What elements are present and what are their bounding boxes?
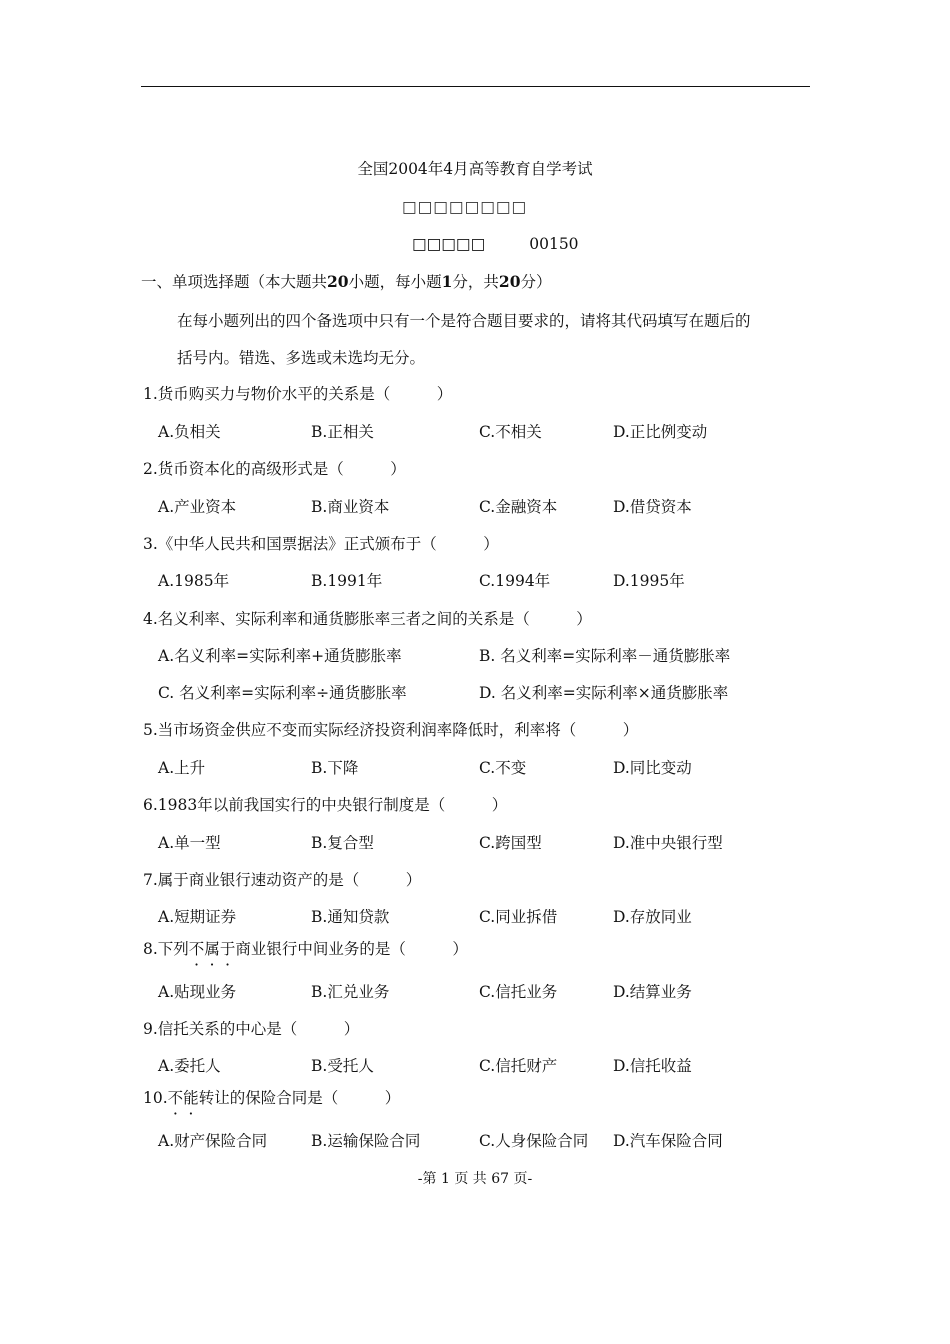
q3-option-c: C.1994年 [479,572,551,590]
q9-option-b: B.受托人 [311,1057,374,1075]
course-code: 00150 [529,235,579,253]
q7-option-c: C.同业拆借 [479,908,558,926]
page-footer: -第 1 页 共 67 页- [417,1171,533,1187]
q1-option-c: C.不相关 [479,423,542,441]
instruction-line-1: 在每小题列出的四个备选项中只有一个是符合题目要求的，请将其代码填写在题后的 [177,312,751,330]
exam-subject: □□□□□□□□ [402,198,528,216]
q7-option-d: D.存放同业 [613,908,692,926]
exam-title: 全国2004年4月高等教育自学考试 [357,160,593,178]
q10-option-a: A.财产保险合同 [158,1132,268,1150]
question-8: 8.下列不属于商业银行中间业务的是（ ） [143,940,468,958]
q1-option-b: B.正相关 [311,423,374,441]
q10-emphasis: 不能 [167,1089,199,1107]
question-3: 3.《中华人民共和国票据法》正式颁布于（ ） [143,535,499,553]
q3-option-b: B.1991年 [311,572,383,590]
q9-option-d: D.信托收益 [613,1057,692,1075]
q2-option-a: A.产业资本 [158,498,237,516]
q5-option-a: A.上升 [158,759,206,777]
q5-option-d: D.同比变动 [613,759,692,777]
question-4: 4.名义利率、实际利率和通货膨胀率三者之间的关系是（ ） [143,610,592,628]
q4-option-d: D. 名义利率=实际利率×通货膨胀率 [479,684,729,702]
q1-option-a: A.负相关 [158,423,221,441]
question-7: 7.属于商业银行速动资产的是（ ） [143,871,422,889]
q2-option-c: C.金融资本 [479,498,558,516]
q5-option-c: C.不变 [479,759,527,777]
q4-option-a: A.名义利率=实际利率+通货膨胀率 [158,647,402,665]
q8-option-a: A.贴现业务 [158,983,237,1001]
q7-option-a: A.短期证券 [158,908,237,926]
q10-option-b: B.运输保险合同 [311,1132,421,1150]
q3-option-a: A.1985年 [158,572,230,590]
q10-option-d: D.汽车保险合同 [613,1132,723,1150]
q6-option-b: B.复合型 [311,834,374,852]
question-2: 2.货币资本化的高级形式是（ ） [143,460,406,478]
question-1: 1.货币购买力与物价水平的关系是（ ） [143,385,453,403]
header-rule [141,86,810,87]
question-10: 10.不能转让的保险合同是（ ） [143,1089,401,1107]
q4-option-c: C. 名义利率=实际利率÷通货膨胀率 [158,684,407,702]
q9-option-a: A.委托人 [158,1057,221,1075]
section-heading: 一、单项选择题（本大题共20小题，每小题1分，共20分） [141,272,552,291]
q1-option-d: D.正比例变动 [613,423,708,441]
q9-option-c: C.信托财产 [479,1057,558,1075]
q8-option-d: D.结算业务 [613,983,692,1001]
q7-option-b: B.通知贷款 [311,908,390,926]
q8-option-b: B.汇兑业务 [311,983,390,1001]
q6-option-a: A.单一型 [158,834,221,852]
q10-option-c: C.人身保险合同 [479,1132,589,1150]
q6-option-c: C.跨国型 [479,834,542,852]
q2-option-d: D.借贷资本 [613,498,692,516]
question-9: 9.信托关系的中心是（ ） [143,1020,360,1038]
q2-option-b: B.商业资本 [311,498,390,516]
q4-option-b: B. 名义利率=实际利率－通货膨胀率 [479,647,731,665]
question-6: 6.1983年以前我国实行的中央银行制度是（ ） [143,796,508,814]
course-code-line [412,235,579,253]
question-5: 5.当市场资金供应不变而实际经济投资利润率降低时，利率将（ ） [143,721,639,739]
q5-option-b: B.下降 [311,759,359,777]
q6-option-d: D.准中央银行型 [613,834,723,852]
instruction-line-2: 括号内。错选、多选或未选均无分。 [177,349,426,367]
q8-emphasis: 不属于 [188,940,236,958]
course-code-label: □□□□□ [412,235,486,253]
q8-option-c: C.信托业务 [479,983,558,1001]
q3-option-d: D.1995年 [613,572,685,590]
